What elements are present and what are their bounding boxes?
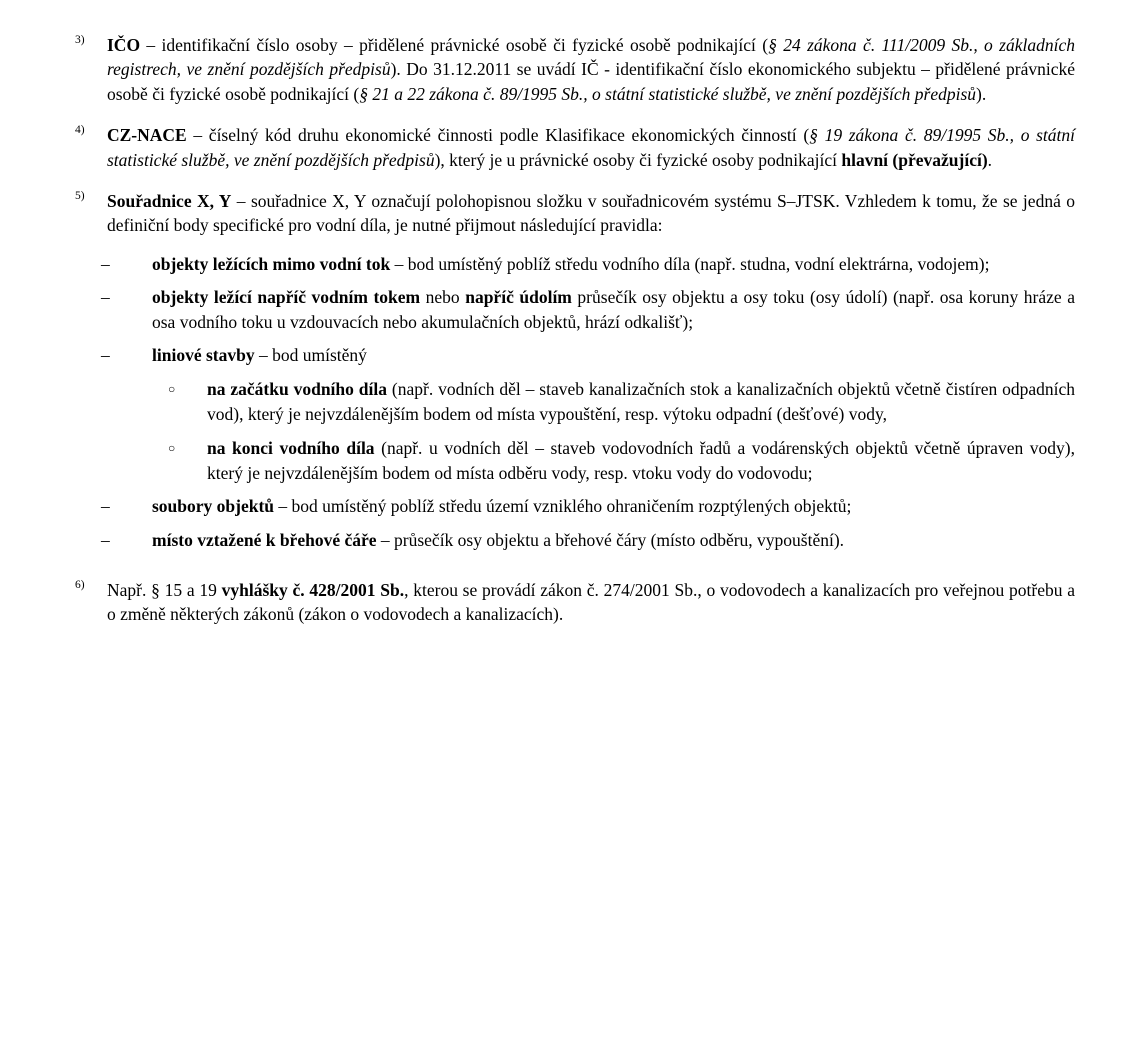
text-run: (např. u vodních děl – staveb vodovodních řadů a vodárenských objektů včetně úpraven vody), který je nejvzdálenějším bodem od místa odběru vody, resp. vtoku vody do vodovodu; <box>207 438 1075 483</box>
text-run: průsečík osy objektu a osy toku (osy údolí) (např. osa koruny hráze a osa vodního toku u vzdouvacích nebo akumulačních objektů, hrází odkališť); <box>152 287 1075 332</box>
sub-bullet-item <box>152 436 1075 485</box>
bullet-dash-icon: – <box>101 345 110 366</box>
sub-bullet-item <box>152 377 1075 426</box>
text-run: nebo <box>420 287 466 308</box>
text-run: – bod umístěný <box>254 345 367 366</box>
text-run: . <box>987 149 993 170</box>
bullet-item <box>101 343 1076 485</box>
bullet-dash-icon: – <box>101 496 110 517</box>
footnote-body <box>107 123 1075 172</box>
bullet-item <box>101 494 1075 518</box>
footnote-body <box>101 189 1076 561</box>
text-run: (např. vodních děl – staveb kanalizačních stok a kanalizačních objektů včetně čistíren odpadních vod), který je nejvzdálenějším bodem od místa vypouštění, resp. výtoku odpadní (dešťové) vody, <box>207 379 1076 424</box>
bullet-item <box>101 528 1075 552</box>
text-run: ). <box>976 83 987 104</box>
text-run: místo vztažené k břehové čáře <box>152 529 377 550</box>
text-run: – průsečík osy objektu a břehové čáry (místo odběru, vypouštění). <box>376 529 845 550</box>
bullet-circle-icon: ○ <box>168 382 176 397</box>
text-run: Např. § 15 a 19 <box>107 579 222 600</box>
text-run: liniové stavby <box>152 345 255 366</box>
text-run: na konci vodního díla <box>207 438 375 459</box>
footnote <box>75 578 1075 627</box>
sub-bullet-text <box>207 436 1075 485</box>
text-run: IČO <box>107 35 141 55</box>
text-run: – identifikační číslo osoby – přidělené právnické osobě či fyzické osobě podnikající ( <box>140 35 769 55</box>
text-run: na začátku vodního díla <box>207 379 388 400</box>
bullet-text <box>152 252 1075 276</box>
text-run: – číselný kód druhu ekonomické činnosti podle Klasifikace ekonomických činností ( <box>186 125 810 146</box>
text-run: – bod umístěný poblíž středu území vzniklého ohraničením rozptýlených objektů; <box>274 496 852 517</box>
bullet-list <box>101 252 1076 552</box>
text-run: ). Do 31.12.2011 se uvádí IČ - identifikační číslo ekonomického subjektu – přidělené právnické osobě či fyzické osobě podnikající ( <box>107 59 1075 104</box>
bullet-text <box>152 285 1075 334</box>
footnote <box>75 33 1075 106</box>
text-run: Souřadnice X, Y <box>107 191 232 212</box>
footnote-marker: 6) <box>75 578 85 591</box>
text-run: , kterou se provádí zákon č. 274/2001 Sb., o vodovodech a kanalizacích pro veřejnou potřebu a o změně některých zákonů (zákon o vodovodech a kanalizacích). <box>107 579 1075 625</box>
text-run: objekty ležící napříč vodním tokem <box>152 287 421 308</box>
text-run: – bod umístěný poblíž středu vodního díla (např. studna, vodní elektrárna, vodojem); <box>390 253 990 274</box>
bullet-item <box>101 285 1075 334</box>
text-run: § 24 zákona č. 111/2009 Sb., o základních registrech, ve znění pozdějších předpisů <box>107 35 1075 80</box>
footnotes <box>75 33 1075 627</box>
footnote <box>75 189 1075 561</box>
footnote-marker: 3) <box>75 34 85 46</box>
text-run: soubory objektů <box>152 496 275 517</box>
text-run: ), který je u právnické osoby či fyzické osoby podnikající <box>434 149 842 170</box>
bullet-text <box>152 343 1075 485</box>
text-run: vyhlášky č. 428/2001 Sb. <box>221 579 405 600</box>
bullet-dash-icon: – <box>101 253 110 274</box>
text-run: CZ-NACE <box>107 125 187 146</box>
bullet-text <box>152 528 1075 552</box>
bullet-text <box>152 494 1075 518</box>
text-run: – souřadnice X, Y označují polohopisnou složku v souřadnicovém systému S–JTSK. Vzhledem k tomu, že se jedná o definiční body specifické pro vodní díla, je nutné přijmout následující pravidla: <box>107 191 1075 236</box>
text-run: napříč údolím <box>465 287 572 308</box>
footnote-body <box>107 578 1075 627</box>
text-run: objekty ležících mimo vodní tok <box>152 253 391 274</box>
bullet-item <box>101 252 1075 276</box>
footnote-marker: 5) <box>75 190 85 203</box>
bullet-circle-icon: ○ <box>168 441 176 456</box>
bullet-dash-icon: – <box>101 529 110 550</box>
footnote <box>75 123 1075 172</box>
text-run: § 19 zákona č. 89/1995 Sb., o státní statistické službě, ve znění pozdějších předpisů <box>107 125 1075 170</box>
sub-bullet-text <box>207 377 1075 426</box>
bullet-dash-icon: – <box>101 287 110 308</box>
text-run: hlavní (převažující) <box>841 149 988 170</box>
footnote-marker: 4) <box>75 124 85 137</box>
text-run: § 21 a 22 zákona č. 89/1995 Sb., o státní statistické službě, ve znění pozdějších předpisů <box>359 83 977 104</box>
footnote-body <box>107 33 1075 106</box>
